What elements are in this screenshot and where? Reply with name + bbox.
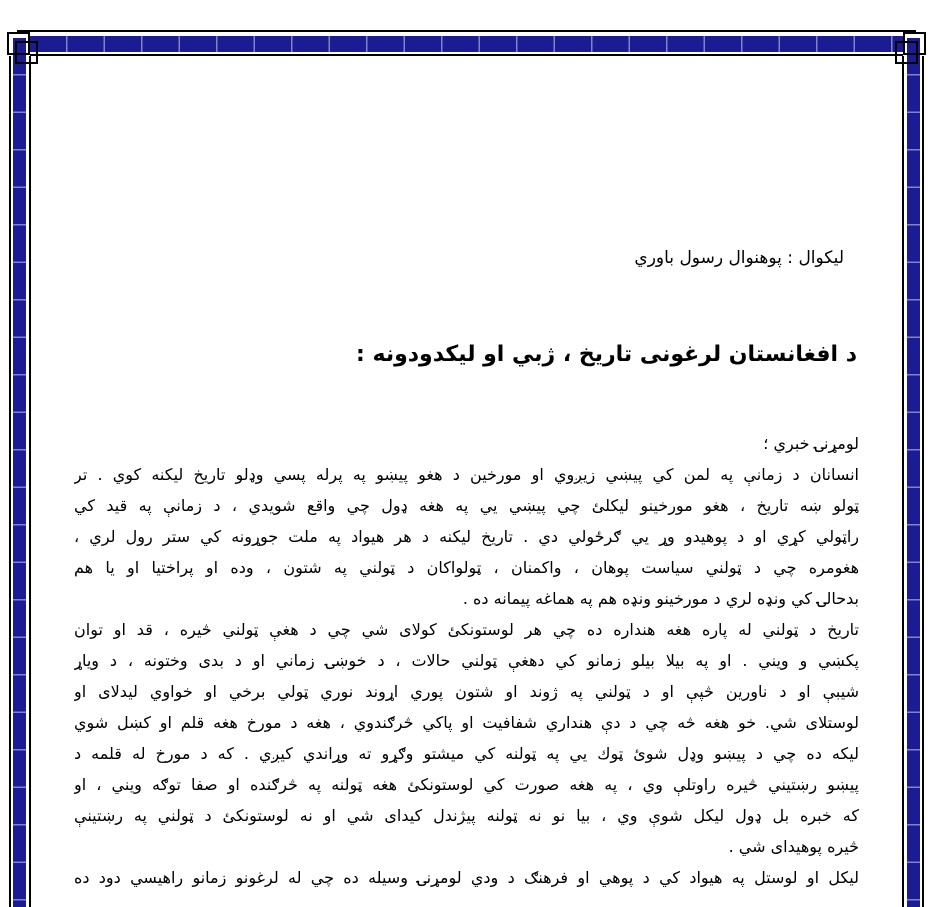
page-border-right	[907, 38, 920, 907]
body-lines	[74, 428, 859, 893]
text-line: راټولي كړي او د پوهيدو وړ يي ګرځولي دي . تاريخ ليكنه د هر هيواد په ملت جوړونه كي ستر رول لري ،	[74, 527, 859, 546]
page-border-top	[30, 36, 903, 52]
text-line: لوستلای شي. خو هغه څه چي د دې هنداري شفافيت او پاكي څرګندوي ، هغه د مورخ هغه قلم او كښل شوي	[74, 713, 859, 732]
page-border-left-outline-inner	[29, 56, 31, 907]
author-line: ليكوال : پوهنوال رسول باوري	[634, 248, 844, 268]
text-line: شيبې او د ناورين څپې او د ټولني په ژوند او شتون پوري اړوند نوري ټولي برخي او خواوي ليدلای او	[74, 682, 859, 701]
text-line: هغومره چي د ټولني سياست پوهان ، واكمنان ، ټولواكان د ټولني په شتون ، وده او پراختيا او يا هم	[74, 558, 859, 577]
text-line: پيښو رښتيني څيره راوتلې وي ، په هغه صورت كي لوستونكئ هغه ټولنه په څرګنده او صفا توګه ويني ، او	[74, 775, 859, 794]
text-line: بدحالۍ كي ونډه لري د مورخينو ونډه هم په هماغه پيمانه ده .	[462, 589, 859, 608]
text-line: كه خبره بل ډول ليكل شوې وي ، بيا نو نه ټولنه پيژندل كيدای شي او نه لوستونكئ د ټولني په رښتينې	[74, 806, 859, 825]
border-corner-left-inner	[15, 41, 38, 64]
clipped-text-line: ليكل او لوستل په هيواد كي د پوهي او فرهنګ د ودي لومړنۍ وسيله ده چي له لرغونو زمانو راهيسي دود ده	[74, 868, 859, 887]
text-line: څيره پوهيدای شي .	[728, 837, 859, 856]
page-border-right-outline-outer	[922, 56, 924, 907]
page-border-top-underline	[30, 54, 903, 56]
page-border-left-outline-outer	[9, 56, 11, 907]
text-line: ټولو ښه تاريخ ، هغو مورخينو ليكلئ چي پيښي يي په هغه ډول چي واقع شويدي ، د زمانې په قيد كي	[74, 496, 859, 515]
text-line: پكښي و ويني . او په بيلا بيلو زمانو كي دهغې ټولني حالات ، د خوښۍ زماني او د بدی وختونه ، د وياړ	[74, 651, 859, 670]
page-border-right-outline-inner	[902, 56, 904, 907]
text-line: لومړنۍ خبري ؛	[763, 434, 859, 453]
page-border-top-outline	[17, 30, 916, 32]
page-border-left	[13, 38, 26, 907]
text-line: انسانان د زمانې په لمن كي پيښي زيږوي او مورخين د هغو پيښو په پرله پسي وډلو تاريخ ليكنه كوي . تر	[74, 465, 859, 484]
text-line: تاريخ د ټولني له پاره هغه هنداره ده چي هر لوستونكئ كولای شي چي د هغې ټولني څيره ، قد او توان	[74, 620, 859, 639]
text-line: ليكه ده چي د پيښو وډل شوئ ټوك يي په ټولنه كي ميشتو وګړو ته وړاندي كيږي . كه د مورخ له قلمه د	[74, 744, 859, 763]
page-title: د افغانستان لرغونی تاريخ ، ژبي او ليكدودونه :	[356, 342, 857, 367]
border-corner-right-inner	[895, 41, 918, 64]
